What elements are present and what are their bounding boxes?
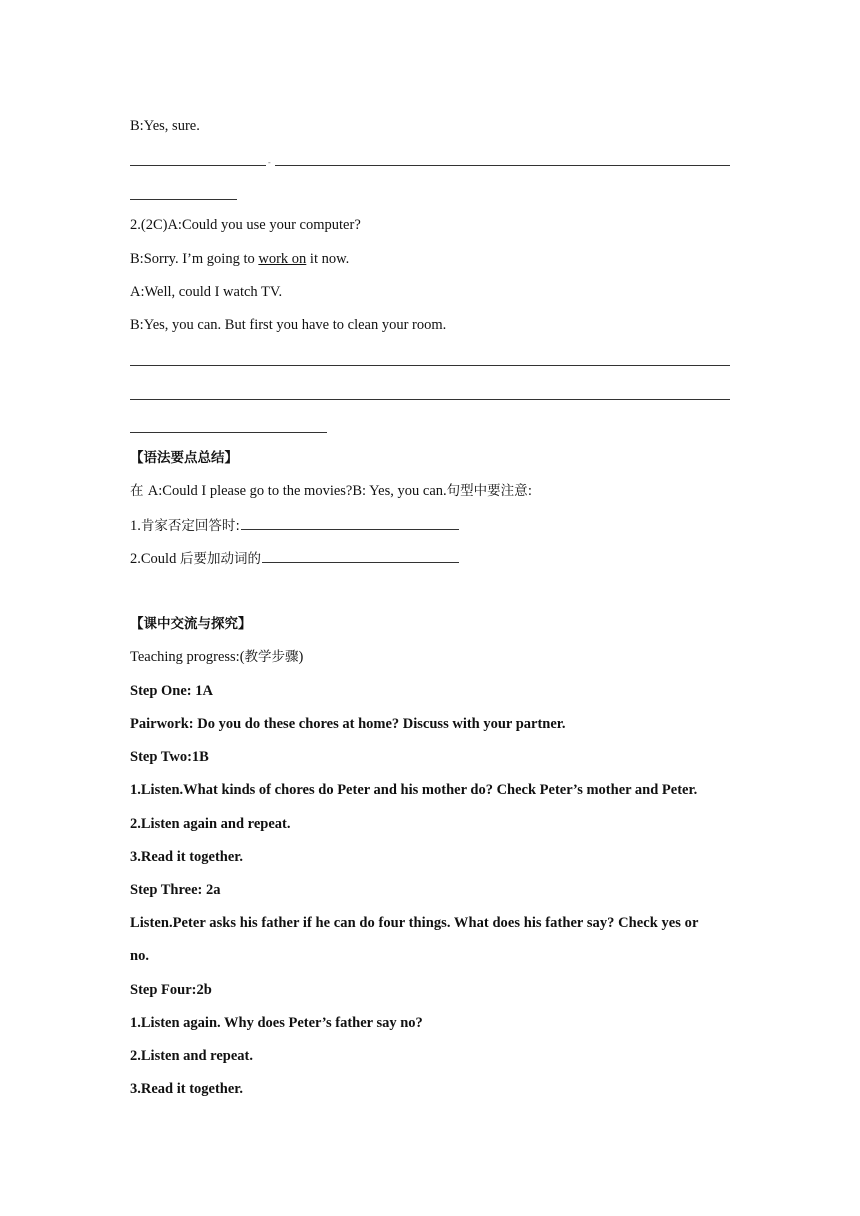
step-instruction: 1.Listen.What kinds of chores do Peter and his mother do? Check Peter’s mother and Peter. [130,782,698,798]
point-text: 肯家否定回答时: [140,518,240,534]
grammar-intro [130,482,532,500]
dialogue-line: 2.(2C)A:Could you use your computer? [130,217,361,233]
step-instruction: 3.Read it together. [130,849,244,865]
dialogue-text: it now. [306,251,350,267]
answer-blank [130,432,327,433]
underlined-phrase: work on [258,251,307,267]
step-instruction: Pairwork: Do you do these chores at home? Discuss with your partner. [130,716,566,732]
step-heading: Step Two:1B [130,749,209,765]
point-text: 2.Could [130,551,180,567]
step-instruction: Listen.Peter asks his father if he can do four things. What does his father say? Check yes or [130,915,699,931]
dialogue-line [130,250,349,268]
point-number: 1. [130,518,141,534]
teaching-progress [130,648,303,666]
answer-blank [130,199,237,200]
grammar-point [130,515,459,535]
answer-blank [130,165,266,166]
grammar-intro-cn: 句型中要注意: [446,483,533,499]
progress-en: Teaching progress:( [130,649,245,665]
dialogue-line: B:Yes, you can. But first you have to clean your room. [130,317,447,333]
answer-blank [130,399,730,400]
progress-end: ) [298,649,304,665]
step-heading: Step Four:2b [130,982,212,998]
step-instruction: no. [130,948,149,964]
point-text: 后要加动词的 [179,551,261,567]
blank-separator: - [268,158,271,167]
step-instruction: 3.Read it together. [130,1081,244,1097]
step-instruction: 2.Listen again and repeat. [130,816,291,832]
dialogue-line: B:Yes, sure. [130,118,200,134]
grammar-point [130,548,459,568]
grammar-intro-cn: 在 [130,483,148,499]
dialogue-text: B:Sorry. I’m going to [130,251,259,267]
class-heading: 【课中交流与探究】 [130,616,252,632]
step-instruction: 2.Listen and repeat. [130,1048,253,1064]
step-heading: Step Three: 2a [130,882,221,898]
grammar-intro-en: A:Could I please go to the movies?B: Yes, you can. [147,483,447,499]
step-heading: Step One: 1A [130,683,213,699]
dialogue-line: A:Well, could I watch TV. [130,284,283,300]
answer-blank [241,515,459,530]
step-instruction: 1.Listen again. Why does Peter’s father say no? [130,1015,423,1031]
answer-blank [262,548,459,563]
grammar-heading: 【语法要点总结】 [130,450,238,466]
progress-cn: 教学步骤 [244,649,299,665]
answer-blank [130,365,730,366]
answer-blank [275,165,730,166]
